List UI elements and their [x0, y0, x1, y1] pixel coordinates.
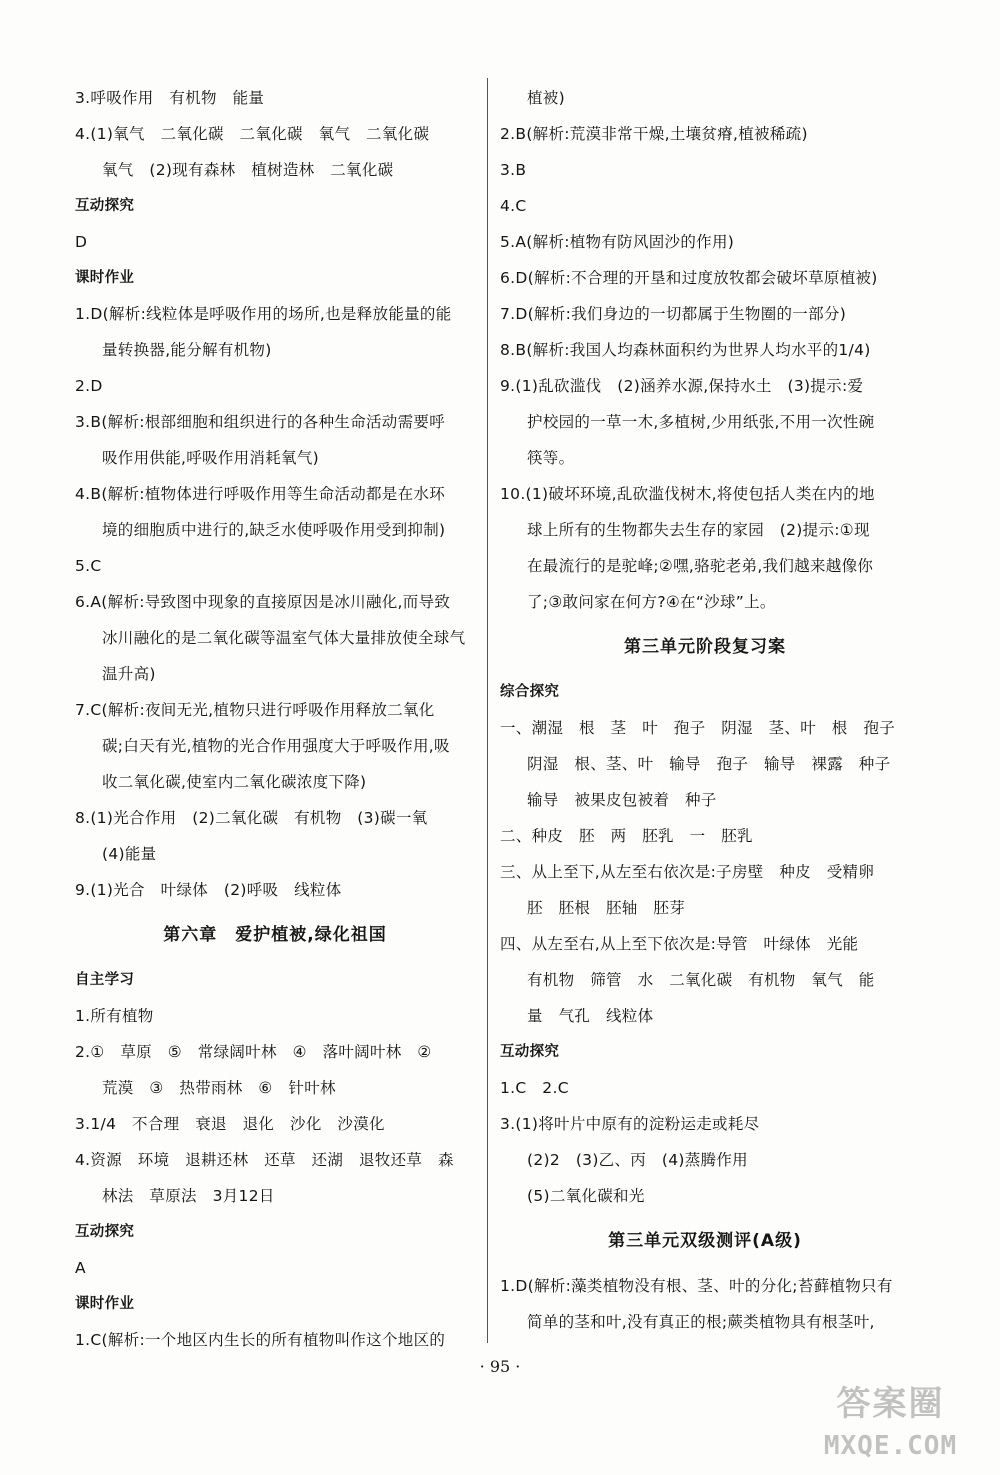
answer-line: 冰川融化的是二氧化碳等温室气体大量排放使全球气 [102, 629, 466, 647]
watermark-url: MXQE.COM [823, 1431, 958, 1461]
answer-line: 2.B(解析:荒漠非常干燥,土壤贫瘠,植被稀疏) [500, 125, 808, 143]
answer-line: 9.(1)乱砍滥伐 (2)涵养水源,保持水土 (3)提示:爱 [500, 377, 864, 395]
answer-line: 在最流行的是驼峰;②嘿,骆驼老弟,我们越来越像你 [527, 557, 874, 575]
answer-line: 收二氧化碳,使室内二氧化碳浓度下降) [102, 773, 367, 791]
answer-line: 4.资源 环境 退耕还林 还草 还湖 退牧还草 森 [75, 1151, 454, 1169]
answer-line: D [75, 233, 88, 251]
answer-line: 阴湿 根、茎、叶 输导 孢子 输导 裸露 种子 [527, 755, 891, 773]
chapter-title: 第三单元双级测评(A级) [608, 1231, 802, 1251]
answer-line: 3.1/4 不合理 衰退 退化 沙化 沙漠化 [75, 1115, 385, 1133]
answer-line: 8.B(解析:我国人均森林面积约为世界人均水平的1/4) [500, 341, 871, 359]
answer-line: (4)能量 [102, 845, 157, 863]
answer-line: 5.A(解析:植物有防风固沙的作用) [500, 233, 735, 251]
section-heading: 课时作业 [75, 270, 135, 286]
answer-line: 碳;白天有光,植物的光合作用强度大于呼吸作用,吸 [102, 737, 450, 755]
chapter-title: 第六章 爱护植被,绿化祖国 [163, 925, 387, 945]
answer-line: 3.(1)将叶片中原有的淀粉运走或耗尽 [500, 1115, 760, 1133]
answer-line: 6.A(解析:导致图中现象的直接原因是冰川融化,而导致 [75, 593, 451, 611]
answer-line: 简单的茎和叶,没有真正的根;蕨类植物具有根茎叶, [527, 1313, 875, 1331]
answer-line: 护校园的一草一木,多植树,少用纸张,不用一次性碗 [527, 413, 875, 431]
answer-line: 了;③敢问家在何方?④在“沙球”上。 [527, 593, 776, 611]
answer-line: 四、从左至右,从上至下依次是:导管 叶绿体 光能 [500, 935, 859, 953]
answer-line: 3.呼吸作用 有机物 能量 [75, 89, 265, 107]
answer-line: A [75, 1259, 86, 1277]
answer-line: 9.(1)光合 叶绿体 (2)呼吸 线粒体 [75, 881, 342, 899]
answer-line: 输导 被果皮包被着 种子 [527, 791, 717, 809]
answer-line: 2.D [75, 377, 103, 395]
answer-line: (2)2 (3)乙、丙 (4)蒸腾作用 [527, 1151, 748, 1169]
answer-line: 吸作用供能,呼吸作用消耗氧气) [102, 449, 319, 467]
section-heading: 综合探究 [500, 684, 560, 700]
watermark-logo [803, 1376, 978, 1461]
section-heading: 互动探究 [500, 1044, 560, 1060]
answer-line: 量转换器,能分解有机物) [102, 341, 272, 359]
answer-line: 2.① 草原 ⑤ 常绿阔叶林 ④ 落叶阔叶林 ② [75, 1043, 432, 1061]
answer-line: 林法 草原法 3月12日 [102, 1187, 275, 1205]
answer-line: 7.D(解析:我们身边的一切都属于生物圈的一部分) [500, 305, 847, 323]
answer-line: 1.D(解析:线粒体是呼吸作用的场所,也是释放能量的能 [75, 305, 452, 323]
answer-line: 8.(1)光合作用 (2)二氧化碳 有机物 (3)碳一氧 [75, 809, 428, 827]
answer-line: 10.(1)破坏环境,乱砍滥伐树木,将使包括人类在内的地 [500, 485, 875, 503]
answer-line: 球上所有的生物都失去生存的家园 (2)提示:①现 [527, 521, 870, 539]
watermark-logo-text: 答案圈 [836, 1384, 945, 1424]
right-column [500, 80, 910, 1340]
answer-line: 荒漠 ③ 热带雨林 ⑥ 针叶林 [102, 1079, 336, 1097]
section-heading: 互动探究 [75, 1224, 135, 1240]
answer-line: 三、从上至下,从左至右依次是:子房壁 种皮 受精卵 [500, 863, 875, 881]
section-heading: 课时作业 [75, 1296, 135, 1312]
answer-line: 1.D(解析:藻类植物没有根、茎、叶的分化;苔藓植物只有 [500, 1277, 893, 1295]
answer-line: 3.B [500, 161, 527, 179]
left-column [75, 80, 475, 1358]
answer-line: (5)二氧化碳和光 [527, 1187, 645, 1205]
answer-line: 筷等。 [527, 449, 575, 467]
answer-line: 1.C 2.C [500, 1079, 569, 1097]
answer-line: 7.C(解析:夜间无光,植物只进行呼吸作用释放二氧化 [75, 701, 435, 719]
answer-line: 温升高) [102, 665, 156, 683]
answer-line: 有机物 筛管 水 二氧化碳 有机物 氧气 能 [527, 971, 875, 989]
chapter-title: 第三单元阶段复习案 [624, 637, 786, 657]
column-divider [487, 78, 488, 1343]
section-heading: 自主学习 [75, 972, 135, 988]
answer-line: 氧气 (2)现有森林 植树造林 二氧化碳 [102, 161, 394, 179]
answer-line: 植被) [527, 89, 565, 107]
answer-line: 5.C [75, 557, 102, 575]
answer-line: 胚 胚根 胚轴 胚芽 [527, 899, 686, 917]
answer-line: 3.B(解析:根部细胞和组织进行的各种生命活动需要呼 [75, 413, 445, 431]
answer-line: 1.所有植物 [75, 1007, 154, 1025]
section-heading: 互动探究 [75, 198, 135, 214]
answer-line: 二、种皮 胚 两 胚乳 一 胚乳 [500, 827, 753, 845]
answer-line: 1.C(解析:一个地区内生长的所有植物叫作这个地区的 [75, 1331, 446, 1349]
answer-line: 4.B(解析:植物体进行呼吸作用等生命活动都是在水环 [75, 485, 445, 503]
answer-line: 境的细胞质中进行的,缺乏水使呼吸作用受到抑制) [102, 521, 446, 539]
answer-line: 4.C [500, 197, 527, 215]
answer-line: 量 气孔 线粒体 [527, 1007, 654, 1025]
answer-line: 6.D(解析:不合理的开垦和过度放牧都会破坏草原植被) [500, 269, 878, 287]
answer-line: 4.(1)氧气 二氧化碳 二氧化碳 氧气 二氧化碳 [75, 125, 430, 143]
answer-line: 一、潮湿 根 茎 叶 孢子 阴湿 茎、叶 根 孢子 [500, 719, 896, 737]
page-number: · 95 · [479, 1357, 521, 1376]
